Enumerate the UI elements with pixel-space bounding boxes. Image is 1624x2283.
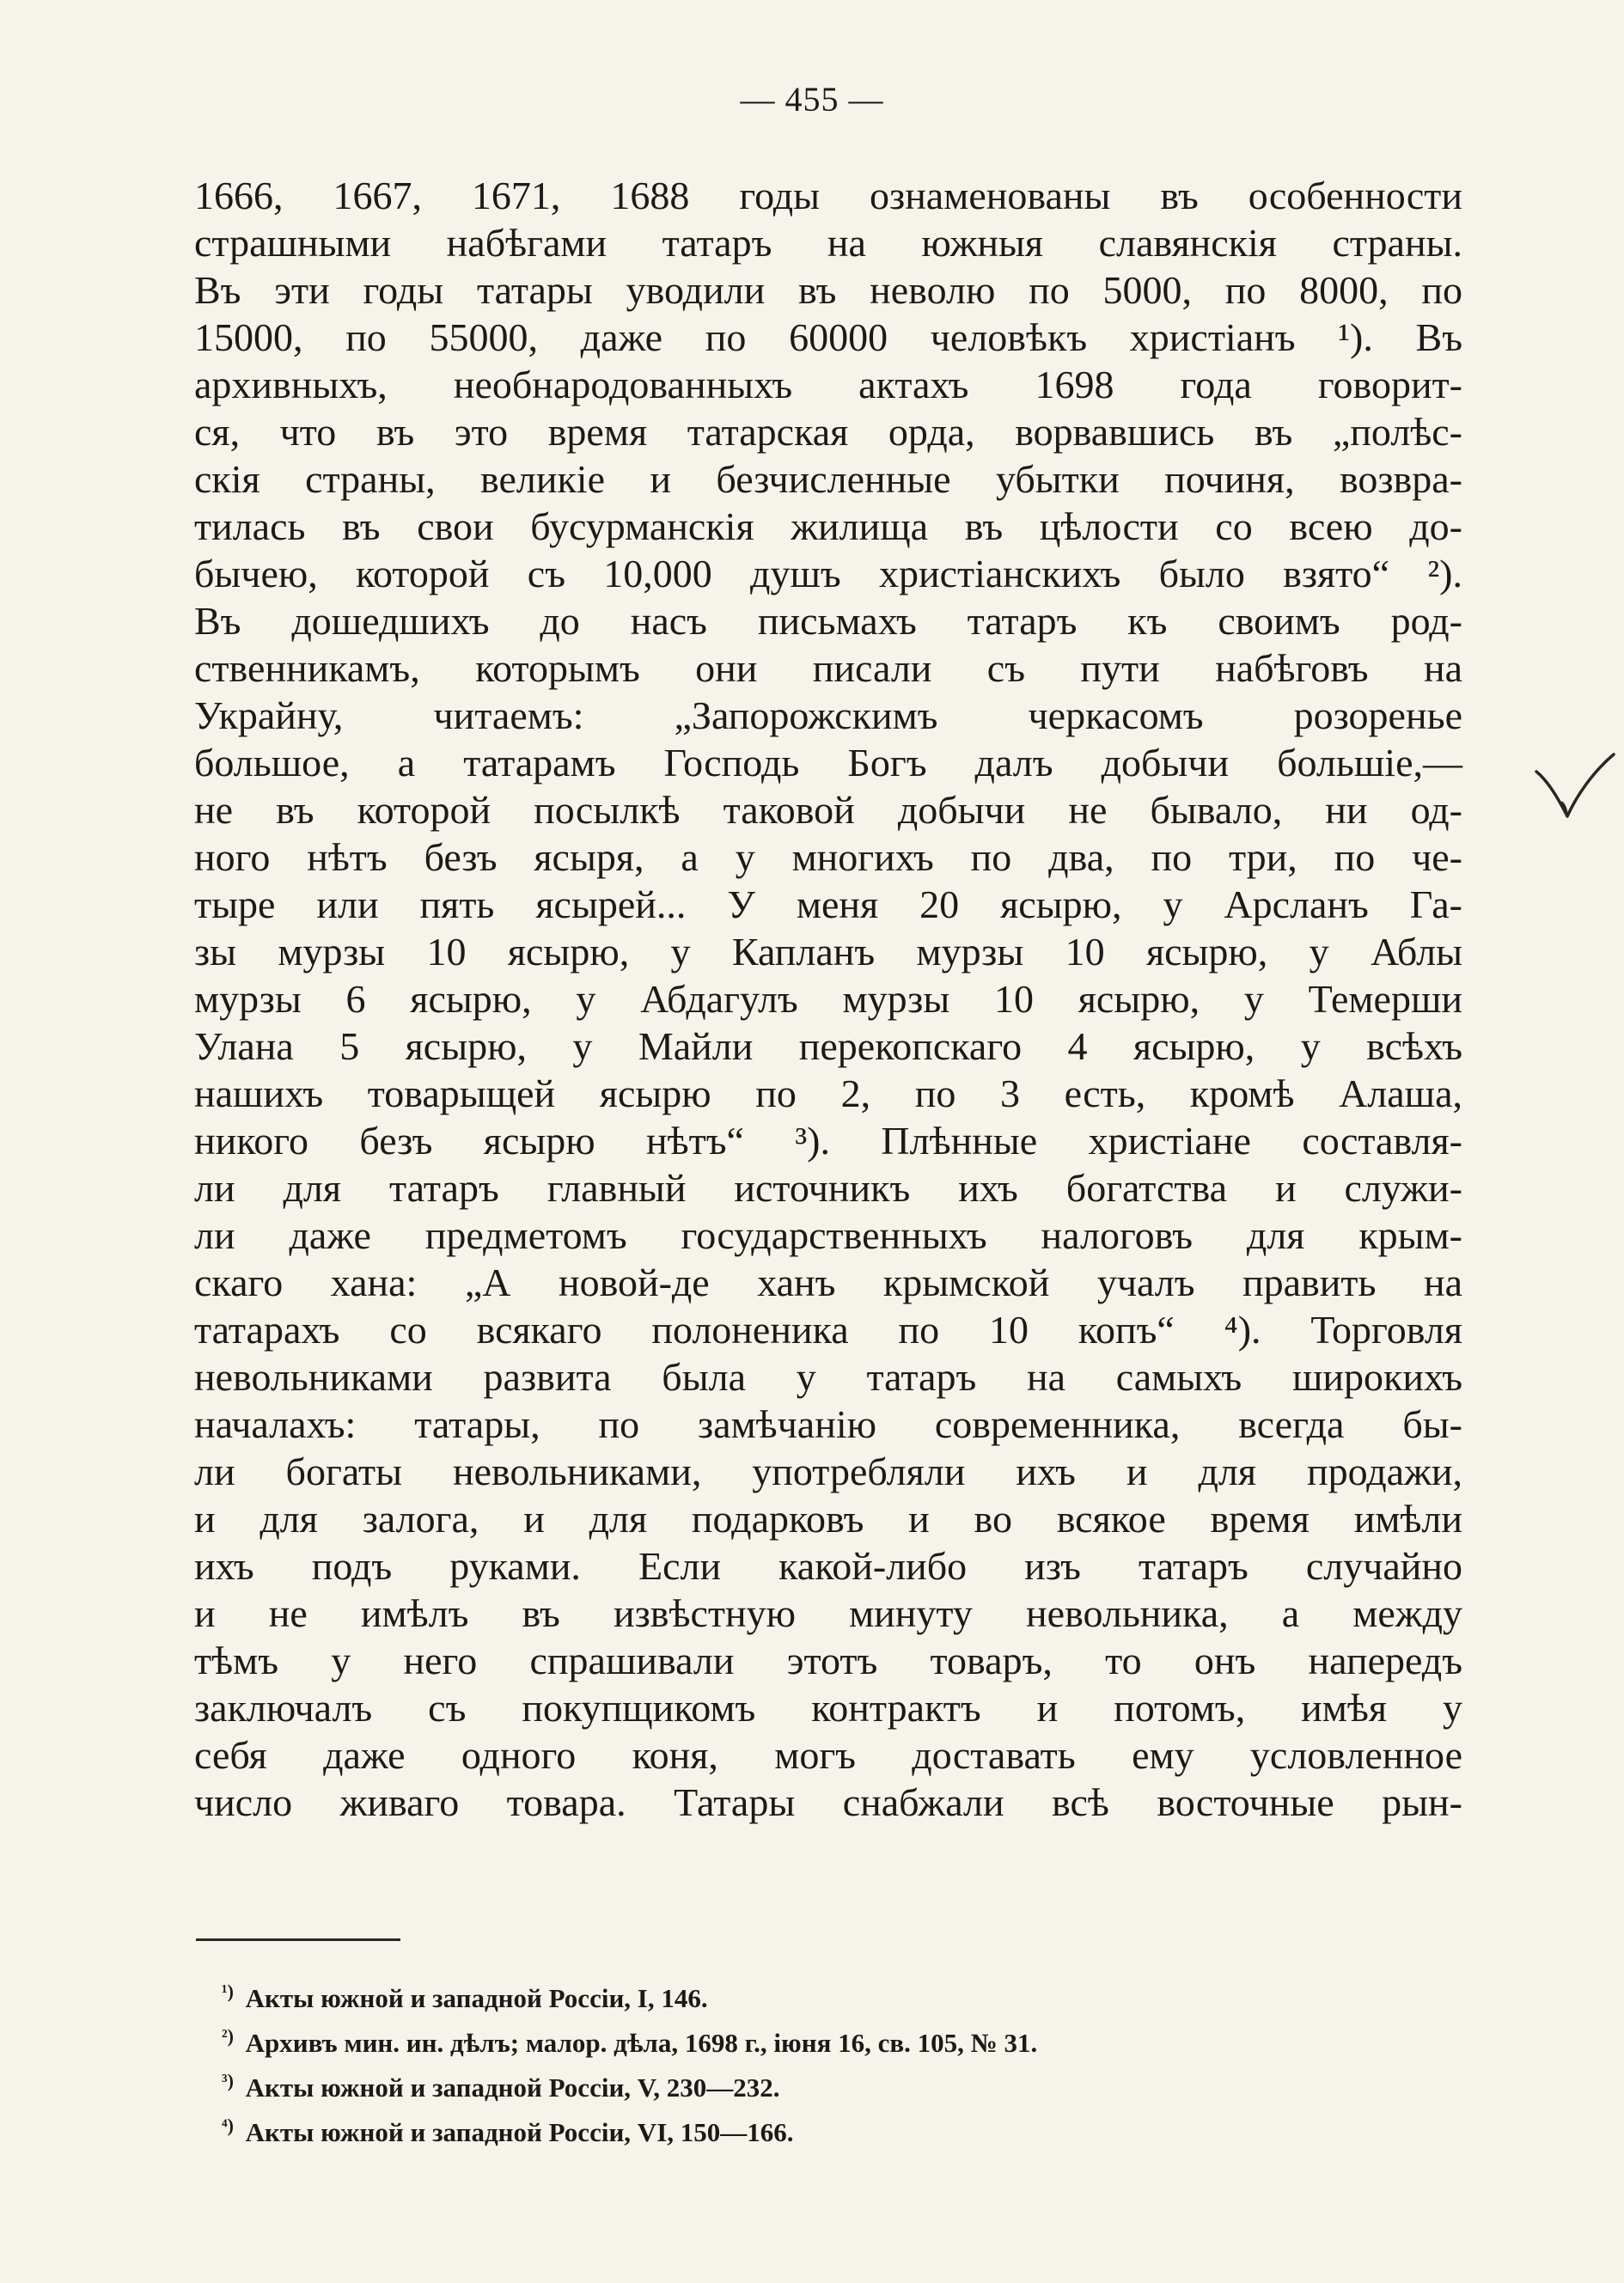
text-line: ли для татаръ главный источникъ ихъ богатства и служи- [194,1166,1462,1210]
text-line: ли даже предметомъ государственныхъ налоговъ для крым- [194,1213,1462,1257]
text-line: Украйну, читаемъ: „Запорожскимъ черкасомъ розоренье [194,693,1462,737]
text-line: Въ дошедшихъ до насъ письмахъ татаръ къ своимъ род- [194,599,1462,643]
footnote [222,2021,1459,2066]
footnote-mark: ¹) [222,1980,234,2002]
footnote-mark: ³) [222,2069,234,2091]
text-line: татарахъ со всякаго полоненика по 10 копъ“ ⁴). Торговля [194,1308,1462,1352]
footnote-mark: ²) [222,2024,234,2047]
text-line: никого безъ ясырю нѣтъ“ ³). Плѣнные христіане составля- [194,1119,1462,1163]
text-line: Улана 5 ясырю, у Майли перекопскаго 4 ясырю, у всѣхъ [194,1024,1462,1068]
footnote-text: Акты южной и западной Россіи, V, 230—232. [245,2072,780,2103]
text-line: 1666, 1667, 1671, 1688 годы ознаменованы въ особенности [194,174,1462,217]
text-line: ся, что въ это время татарская орда, ворвавшись въ „полѣс- [194,410,1462,454]
text-line: не въ которой посылкѣ таковой добычи не бывало, ни од- [194,788,1462,832]
text-line: и для залога, и для подарковъ и во всякое время имѣли [194,1497,1462,1541]
footnote [222,2066,1459,2110]
text-line: скія страны, великіе и безчисленные убытки починя, возвра- [194,457,1462,501]
text-line: ного нѣтъ безъ ясыря, а у многихъ по два, по три, по че- [194,835,1462,879]
footnote [222,2110,1459,2155]
text-line: нашихъ товарыщей ясырю по 2, по 3 есть, кромѣ Алаша, [194,1071,1462,1115]
text-line: себя даже одного коня, могъ доставать ему условленное [194,1733,1462,1777]
text-line: большое, а татарамъ Господь Богъ далъ добычи большіе,— [194,741,1462,784]
text-line: невольниками развита была у татаръ на самыхъ широкихъ [194,1355,1462,1399]
text-line: страшными набѣгами татаръ на южныя славянскія страны. [194,221,1462,265]
page-number: — 455 — [740,80,884,119]
text-line: ли богаты невольниками, употребляли ихъ и для продажи, [194,1450,1462,1493]
text-line: заключалъ съ покупщикомъ контрактъ и потомъ, имѣя у [194,1686,1462,1730]
footnote [222,1976,1459,2021]
text-line: ственникамъ, которымъ они писали съ пути набѣговъ на [194,646,1462,690]
text-line: и не имѣлъ въ извѣстную минуту невольника, а между [194,1591,1462,1635]
text-line: архивныхъ, необнародованныхъ актахъ 1698 года говорит- [194,363,1462,406]
text-line: ихъ подъ руками. Если какой-либо изъ татаръ случайно [194,1544,1462,1588]
text-line: скаго хана: „А новой-де ханъ крымской учалъ править на [194,1261,1462,1304]
text-line: 15000, по 55000, даже по 60000 человѣкъ христіанъ ¹). Въ [194,315,1462,359]
text-line: бычею, которой съ 10,000 душъ христіанскихъ было взято“ ²). [194,552,1462,595]
text-line: тилась въ свои бусурманскія жилища въ цѣлости со всею до- [194,504,1462,548]
footnote-text: Акты южной и западной Россіи, I, 146. [245,1983,708,2013]
text-line: Въ эти годы татары уводили въ неволю по 5000, по 8000, по [194,268,1462,312]
footnote-divider [196,1938,400,1941]
footnote-text: Архивъ мин. ин. дѣлъ; малор. дѣла, 1698 г., іюня 16, св. 105, № 31. [245,2028,1038,2058]
text-line: мурзы 6 ясырю, у Абдагулъ мурзы 10 ясырю, у Темерши [194,977,1462,1021]
text-line: число живаго товара. Татары снабжали всѣ восточные рын- [194,1780,1462,1824]
footnote-mark: ⁴) [222,2114,234,2136]
text-line: началахъ: татары, по замѣчанію современника, всегда бы- [194,1402,1462,1446]
footnotes [222,1976,1459,2155]
text-line: тѣмъ у него спрашивали этотъ товаръ, то онъ напередъ [194,1639,1462,1682]
footnote-text: Акты южной и западной Россіи, VI, 150—166. [245,2117,794,2147]
body-text [194,172,1462,1826]
text-line: тыре или пять ясырей... У меня 20 ясырю, у Арсланъ Га- [194,882,1462,926]
text-line: зы мурзы 10 ясырю, у Капланъ мурзы 10 ясырю, у Аблы [194,930,1462,974]
handwritten-check-mark [1531,749,1617,827]
